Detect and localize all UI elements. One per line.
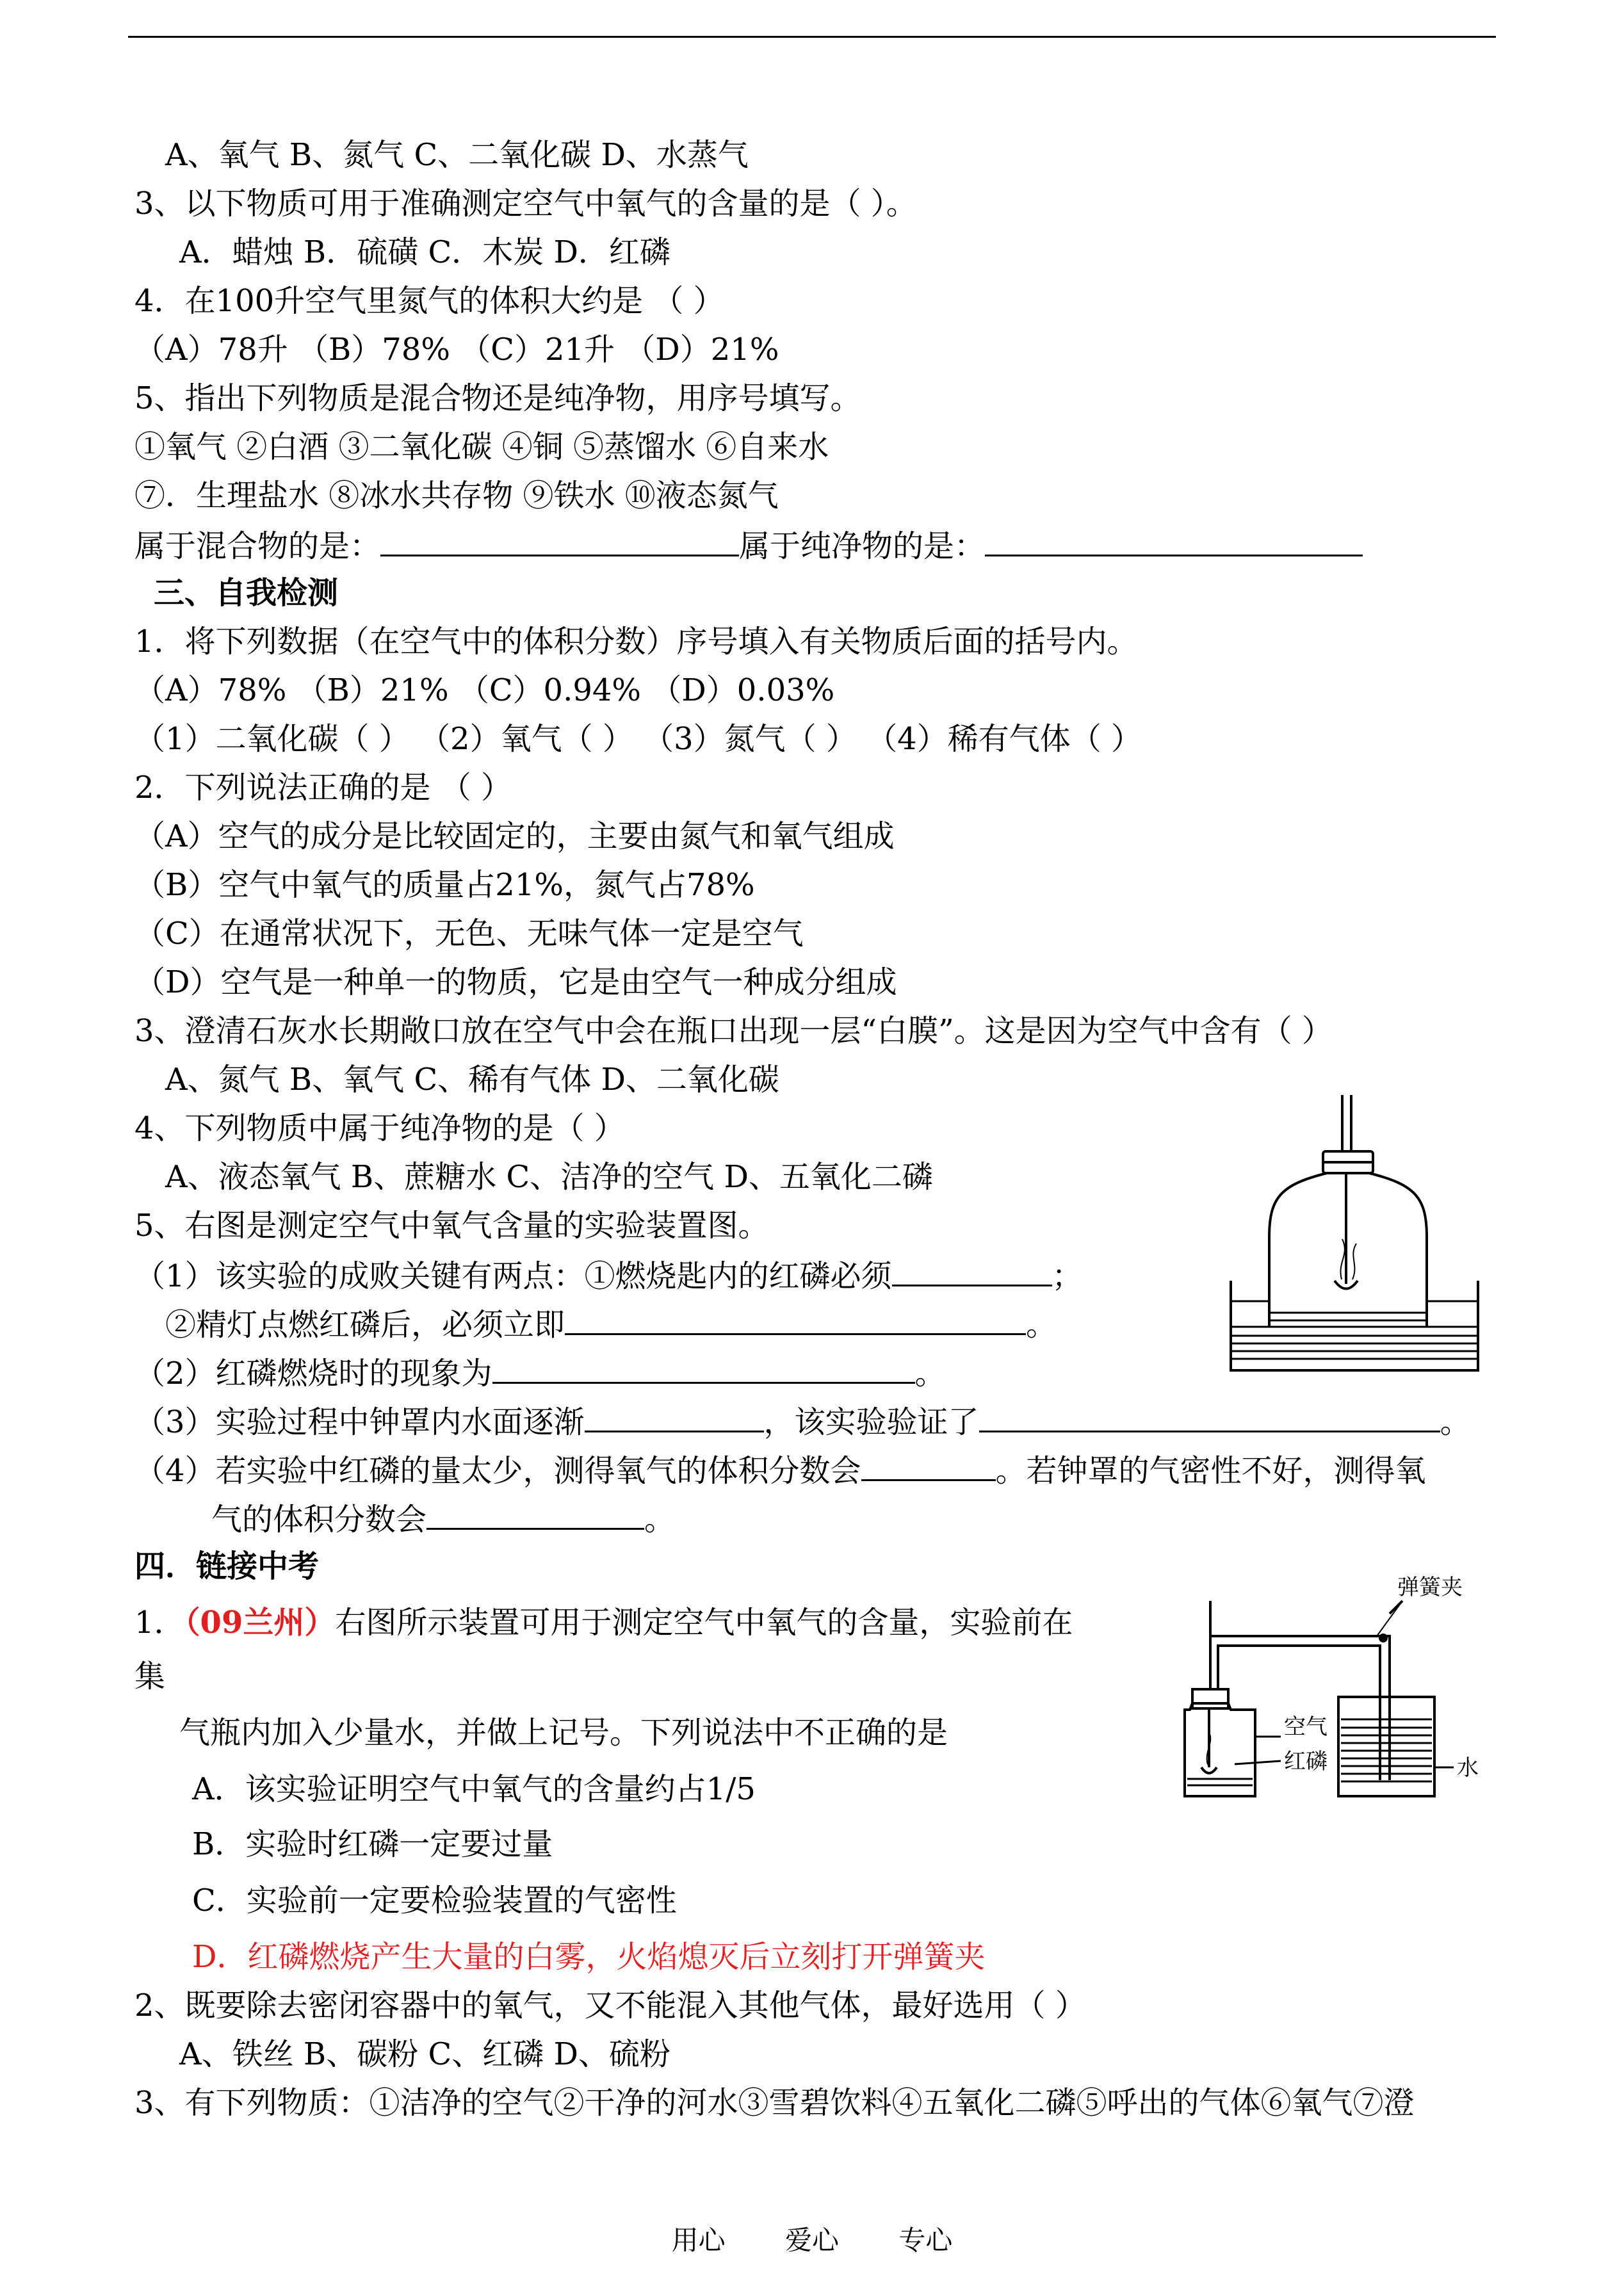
q4-options: （A）78升 （B）78% （C）21升 （D）21% [134, 332, 779, 368]
part3-blank-b[interactable] [979, 1402, 1440, 1432]
s4-q1-text: 右图所示装置可用于测定空气中氧气的含量，实验前在 [335, 1605, 1073, 1641]
s3-q2-option-b: （B）空气中氧气的质量占21%，氮气占78% [134, 867, 755, 903]
footer-word-3: 专心 [898, 2225, 953, 2256]
bell-jar-apparatus-figure [1217, 1089, 1492, 1396]
s3-q1-data: （A）78% （B）21% （C）0.94% （D）0.03% [134, 672, 835, 708]
s3-q5-part4-rest: 。若钟罩的气密性不好，测得氧 [995, 1453, 1426, 1489]
s4-q1-wrap: 集 [134, 1658, 166, 1694]
label-air: 空气 [1284, 1714, 1328, 1740]
part3-blank-a[interactable] [585, 1402, 764, 1432]
q4-stem: 4．在100升空气里氮气的体积大约是 （ ） [134, 283, 724, 319]
s3-q2-option-a: （A）空气的成分是比较固定的，主要由氮气和氧气组成 [134, 818, 895, 854]
s3-q5-part1b [165, 1305, 1057, 1343]
s3-q3-options: A、氮气 B、氧气 C、稀有气体 D、二氧化碳 [165, 1062, 779, 1098]
s3-q4-stem: 4、下列物质中属于纯净物的是（ ） [134, 1110, 625, 1146]
s3-q1-items: （1）二氧化碳（ ） （2）氧气（ ） （3）氮气（ ） （4）稀有气体（ ） [134, 721, 1142, 757]
q5-stem: 5、指出下列物质是混合物还是纯净物，用序号填写。 [134, 380, 861, 416]
s3-q5-part1-end: ； [1052, 1258, 1083, 1294]
s4-q1-number: 1． [134, 1605, 185, 1641]
page-footer [0, 2225, 1624, 2257]
part1-blank-a[interactable] [892, 1256, 1052, 1286]
s3-q5-part3 [134, 1402, 1471, 1440]
pure-label: 属于纯净物的是： [739, 528, 986, 564]
q5-answer-line [134, 526, 1363, 564]
s3-q5-part4b-end: 。 [644, 1502, 676, 1537]
s4-q1-stem-cont: 气瓶内加入少量水，并做上记号。下列说法中不正确的是 [179, 1715, 948, 1751]
flask-clip-apparatus-figure [1159, 1575, 1492, 1806]
s3-q1-stem: 1．将下列数据（在空气中的体积分数）序号填入有关物质后面的括号内。 [134, 624, 1138, 660]
q5-items-row1: ①氧气 ②白酒 ③二氧化碳 ④铜 ⑤蒸馏水 ⑥自来水 [134, 429, 829, 465]
s3-q5-part4b-text: 气的体积分数会 [211, 1502, 427, 1537]
q3-stem: 3、以下物质可用于准确测定空气中氧气的含量的是（ ）。 [134, 186, 917, 222]
s3-q4-options: A、液态氧气 B、蔗糖水 C、洁净的空气 D、五氧化二磷 [165, 1159, 933, 1195]
q2-options: A、氧气 B、氮气 C、二氧化碳 D、水蒸气 [165, 137, 749, 173]
s4-q1-option-a: A．该实验证明空气中氧气的含量约占1/5 [192, 1771, 756, 1807]
mixture-label: 属于混合物的是： [134, 528, 381, 564]
pure-blank[interactable] [985, 526, 1363, 556]
part2-blank[interactable] [492, 1354, 915, 1384]
s3-q5-part1b-end: 。 [1026, 1307, 1057, 1343]
top-rule [128, 36, 1496, 38]
footer-word-1: 用心 [671, 2225, 726, 2256]
label-spring-clip: 弹簧夹 [1397, 1575, 1463, 1600]
s3-q5-part4-text: （4）若实验中红磷的量太少，测得氧气的体积分数会 [134, 1453, 861, 1489]
s3-q5-part2 [134, 1354, 946, 1391]
label-red-phosphorus: 红磷 [1284, 1749, 1328, 1774]
s3-q2-option-d: （D）空气是一种单一的物质，它是由空气一种成分组成 [134, 964, 897, 1000]
s4-q1-option-b: B．实验时红磷一定要过量 [192, 1826, 553, 1862]
s3-q5-part3-text: （3）实验过程中钟罩内水面逐渐 [134, 1404, 585, 1440]
s3-q2-stem: 2．下列说法正确的是 （ ） [134, 770, 512, 806]
s4-q1-option-d-answer: D．红磷燃烧产生大量的白雾，火焰熄灭后立刻打开弹簧夹 [192, 1939, 986, 1975]
section-4-title: 四．链接中考 [134, 1548, 320, 1584]
s3-q5-part1-text: （1）该实验的成败关键有两点：①燃烧匙内的红磷必须 [134, 1258, 892, 1294]
s4-q1-option-c: C．实验前一定要检验装置的气密性 [192, 1883, 677, 1918]
s3-q5-part1b-text: ②精灯点燃红磷后，必须立即 [165, 1307, 565, 1343]
q3-options: A．蜡烛 B．硫磺 C．木炭 D．红磷 [179, 234, 670, 270]
s3-q5-part2-text: （2）红磷燃烧时的现象为 [134, 1356, 492, 1391]
footer-word-2: 爱心 [784, 2225, 839, 2256]
source-tag: （09兰州） [184, 1605, 336, 1641]
s3-q5-part1 [134, 1256, 1083, 1294]
s4-q3-stem: 3、有下列物质：①洁净的空气②干净的河水③雪碧饮料④五氧化二磷⑤呼出的气体⑥氧气⑦澄 [134, 2085, 1415, 2121]
s3-q3-stem: 3、澄清石灰水长期敞口放在空气中会在瓶口出现一层“白膜”。这是因为空气中含有（ ） [134, 1013, 1333, 1049]
mixture-blank[interactable] [380, 526, 739, 556]
label-water: 水 [1457, 1755, 1479, 1781]
q5-items-row2: ⑦．生理盐水 ⑧冰水共存物 ⑨铁水 ⑩液态氮气 [134, 478, 779, 514]
s4-q2-options: A、铁丝 B、碳粉 C、红磷 D、硫粉 [179, 2036, 670, 2072]
s3-q5-part4b [211, 1500, 675, 1537]
s4-q1-stem [134, 1605, 1073, 1641]
s3-q5-part3-mid: ，该实验验证了 [763, 1404, 979, 1440]
part4-blank-b[interactable] [426, 1500, 644, 1530]
part1-blank-b[interactable] [565, 1305, 1026, 1335]
s3-q5-stem: 5、右图是测定空气中氧气含量的实验装置图。 [134, 1208, 769, 1244]
s3-q2-option-c: （C）在通常状况下，无色、无味气体一定是空气 [134, 916, 804, 952]
s3-q5-part4 [134, 1451, 1426, 1489]
part4-blank-a[interactable] [861, 1451, 996, 1481]
s3-q5-part2-end: 。 [914, 1356, 946, 1391]
s3-q5-part3-end: 。 [1440, 1404, 1471, 1440]
section-3-title: 三、自我检测 [154, 575, 339, 611]
s4-q2-stem: 2、既要除去密闭容器中的氧气，又不能混入其他气体，最好选用（ ） [134, 1988, 1086, 2023]
